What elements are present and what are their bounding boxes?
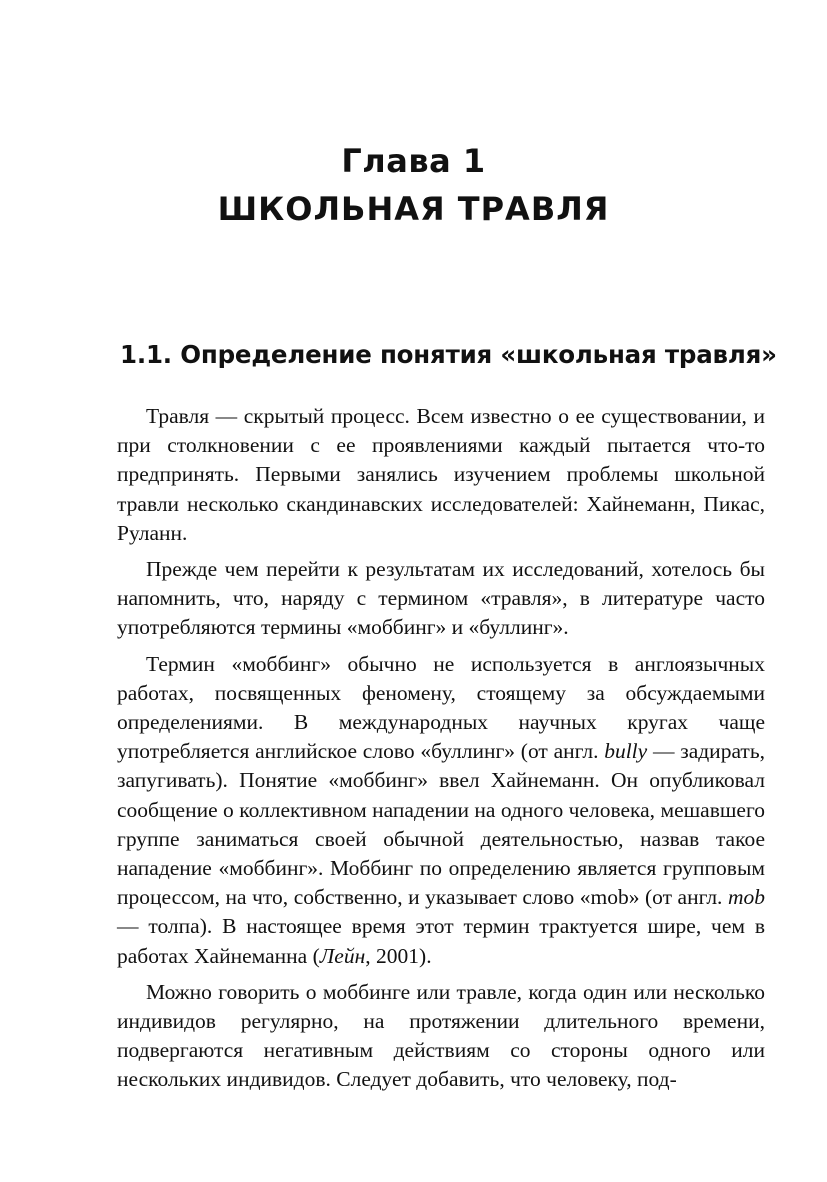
- term-bully: bully: [604, 739, 648, 764]
- chapter-title: ШКОЛЬНАЯ ТРАВЛЯ: [217, 190, 610, 228]
- term-mob: mob: [727, 885, 765, 910]
- paragraph-2: Прежде чем перейти к результатам их исследований, хотелось бы напомнить, что, наряду с термином «травля», в литературе часто употребляются термины «моббинг» и «буллинг».: [117, 557, 765, 640]
- paragraph-3-text-e: — толпа). В настоящее время этот термин трактуется шире, чем в работах Хайнеманна (: [117, 914, 765, 968]
- chapter-label: Глава 1: [341, 142, 486, 180]
- citation-author: Лейн: [319, 943, 366, 968]
- paragraph-3: [117, 650, 765, 971]
- paragraph-3-text-g: , 2001).: [365, 943, 432, 968]
- body-text: [117, 402, 765, 1095]
- paragraph-3-text-c: — задирать, запугивать). Понятие «моббинг» ввел Хайнеманн. Он опубликовал сообщение о коллективном нападении на одного человека, мешавшего группе заниматься своей обычной деятельностью, назвав такое нападение «моббинг». Моббинг по определению является групповым процессом, на что, собственно, и указывает слово «mob» (от англ.: [117, 739, 765, 910]
- paragraph-1: Травля — скрытый процесс. Всем известно о ее существовании, и при столкновении с ее проявлениями каждый пытается что-то предпринять. Первыми занялись изучением проблемы школьной травли несколько скандинавских исследователей: Хайнеманн, Пикас, Руланн.: [117, 404, 765, 545]
- paragraph-4: Можно говорить о моббинге или травле, когда один или несколько индивидов регулярно, на протяжении длительного времени, подвергаются негативным действиям со стороны одного или нескольких индивидов. Следует добавить, что человеку, под-: [117, 979, 765, 1092]
- section-heading: 1.1. Определение понятия «школьная травля»: [120, 340, 777, 369]
- paragraph-3-text-a: Термин «моббинг» обычно не используется в англоязычных работах, посвященных феномену, стоящему за обсуждаемыми определениями. В международных научных кругах чаще употребляется английское слово «буллинг» (от англ.: [117, 651, 765, 764]
